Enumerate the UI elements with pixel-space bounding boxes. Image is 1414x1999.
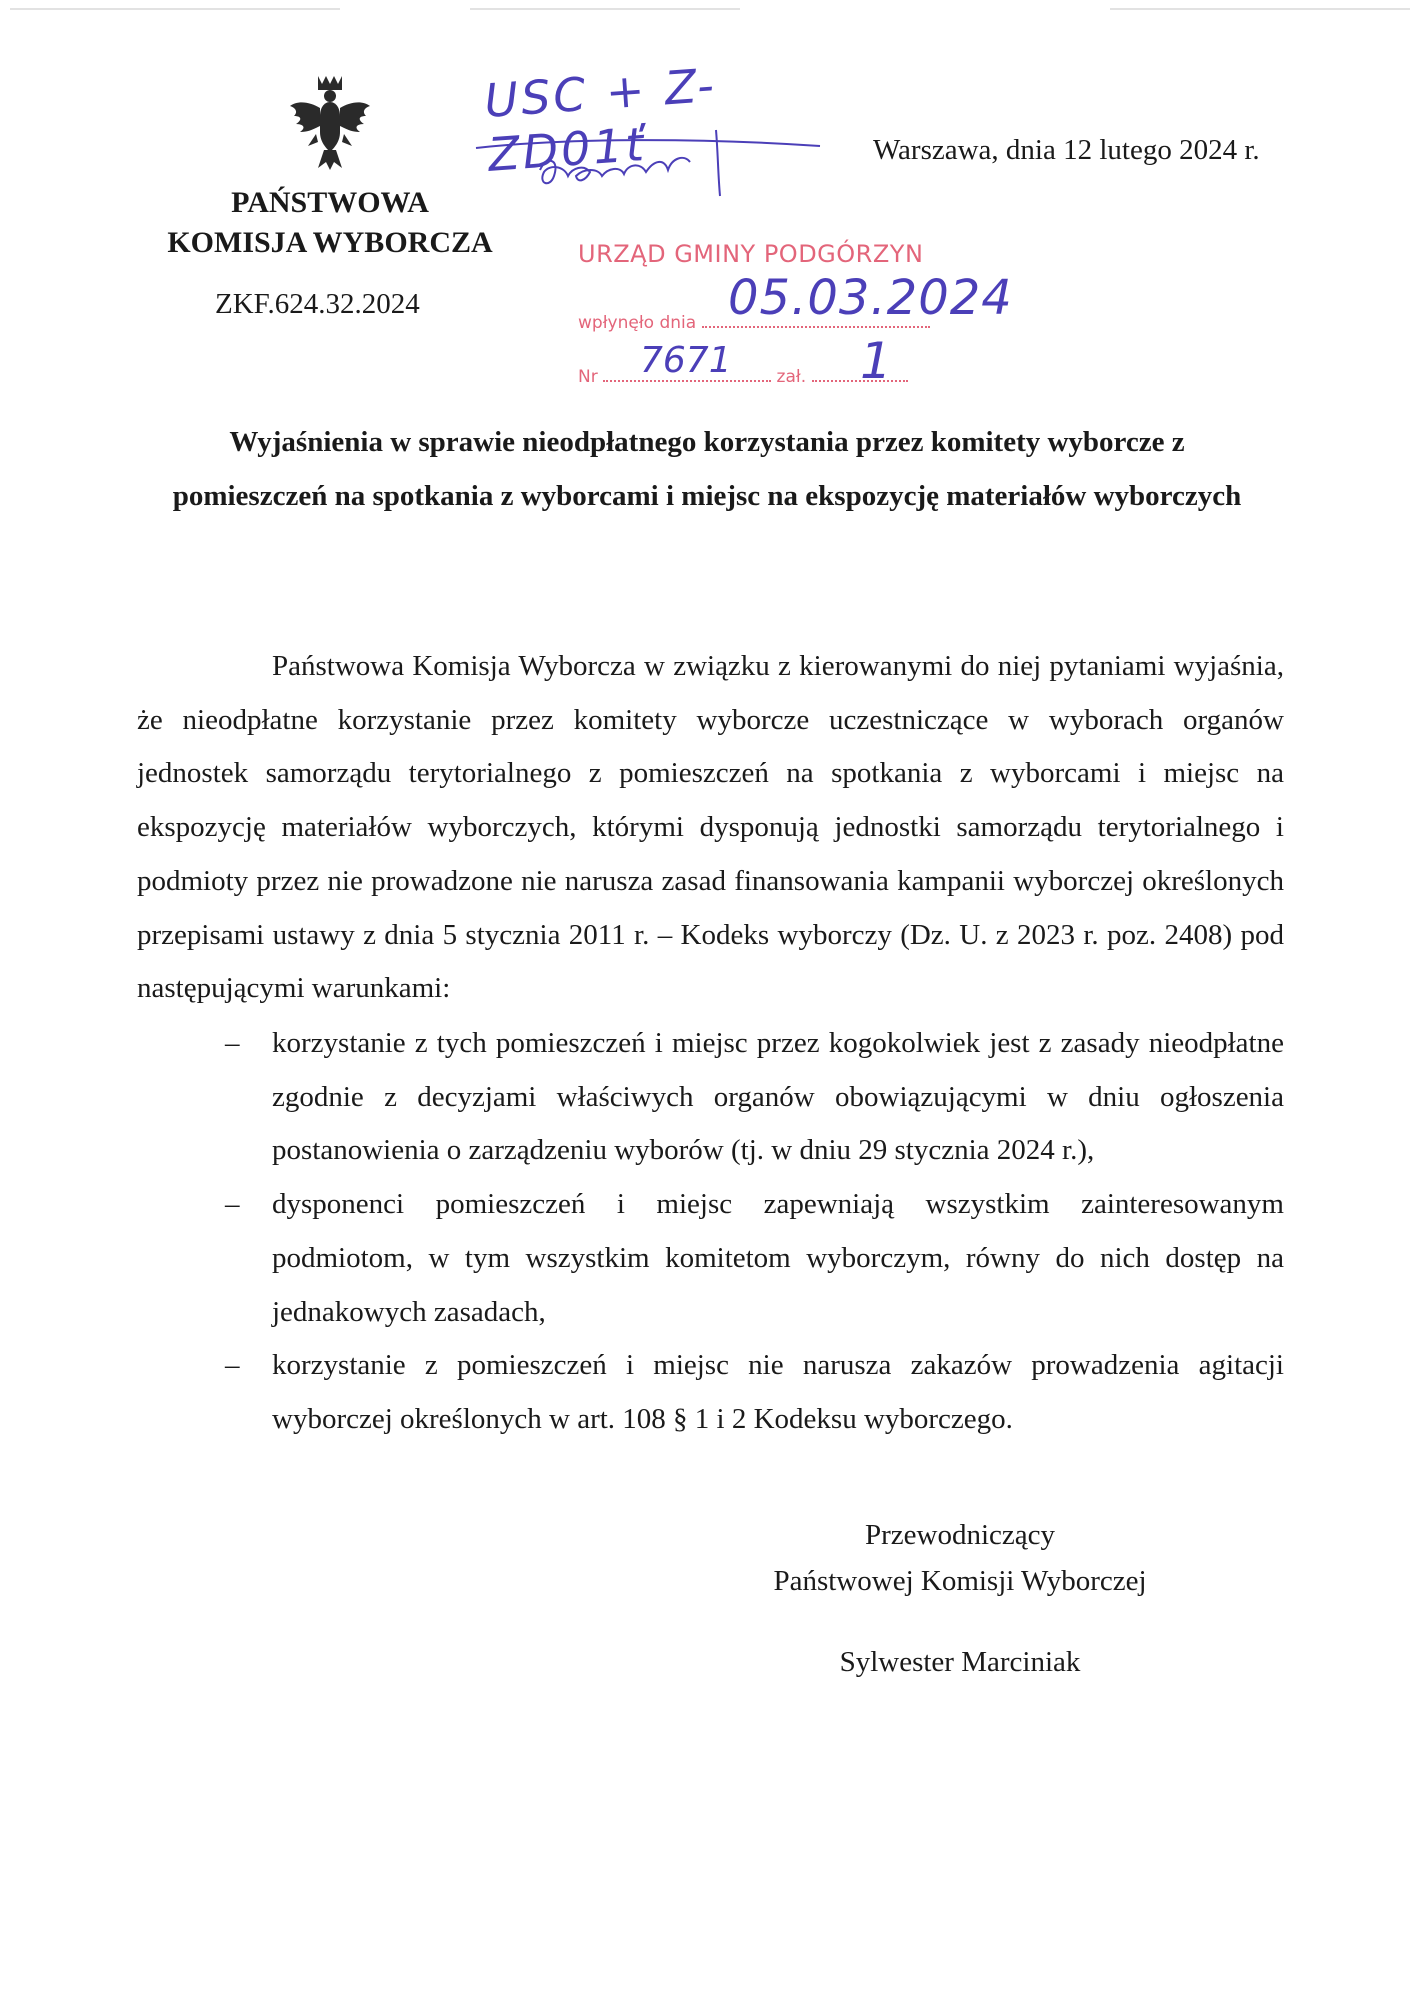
signatory-role [700,1512,1220,1604]
issuer-name-line-2: KOMISJA WYBORCZA [167,226,493,259]
document-title: Wyjaśnienia w sprawie nieodpłatnego korzystania przez komitety wyborcze z pomieszczeń na spotkania z wyborcami i miejsc na ekspozycję materiałów wyborczych [172,426,1242,512]
handwritten-signature [468,114,828,204]
conditions-list [137,1017,1284,1447]
scan-edge-line [470,8,740,10]
signatory-role-line-1: Przewodniczący [864,1519,1055,1551]
polish-eagle-emblem-icon [288,72,372,172]
stamp-number-label: Nr [578,367,598,387]
list-dash: – [225,1349,240,1382]
scan-edge-line [1110,8,1410,10]
issuer-name-line-1: PAŃSTWOWA [231,186,429,219]
handwritten-received-date: 05.03.2024 [728,270,1013,326]
condition-text: korzystanie z tych pomieszczeń i miejsc przez kogokolwiek jest z zasady nieodpłatne zgodnie z decyzjami właściwych organów obowiązującymi w dniu ogłoszenia postanowienia o zarządzeniu wyborów (tj. w dniu 29 stycznia 2024 r.), [272,1027,1284,1167]
handwritten-routing-note [468,50,828,200]
stamp-attachments-label: zał. [776,367,807,387]
signatory-name: Sylwester Marciniak [839,1646,1081,1678]
list-item [137,1178,1284,1339]
condition-text: korzystanie z pomieszczeń i miejsc nie narusza zakazów prowadzenia agitacji wyborczej określonych w art. 108 § 1 i 2 Kodeksu wyborczego. [272,1349,1284,1435]
scan-edge-line [10,8,340,10]
body-paragraph: Państwowa Komisja Wyborcza w związku z kierowanymi do niej pytaniami wyjaśnia, że nieodpłatne korzystanie przez komitety wyborcze uczestniczące w wyborach organów jednostek samorządu terytorialnego z pomieszczeń na spotkania z wyborcami i miejsc na ekspozycję materiałów wyborczych, którymi dysponują jednostki samorządu terytorialnego i podmioty przez nie prowadzone nie narusza zasad finansowania kampanii wyborczej określonych przepisami ustawy z dnia 5 stycznia 2011 r. – Kodeks wyborczy (Dz. U. z 2023 r. poz. 2408) pod następującymi warunkami: [137,650,1284,1005]
list-dash: – [225,1188,240,1221]
condition-text: dysponenci pomieszczeń i miejsc zapewniają wszystkim zainteresowanym podmiotom, w tym wszystkim komitetom wyborczym, równy do nich dostęp na jednakowych zasadach, [272,1188,1284,1328]
incoming-mail-stamp [578,240,1013,390]
signatory-role-line-2: Państwowej Komisji Wyborczej [773,1565,1147,1597]
stamp-office-name: URZĄD GMINY PODGÓRZYN [578,240,924,268]
stamp-received-label: wpłynęło dnia [578,313,697,333]
list-item [137,1017,1284,1178]
routing-note-text: USC + Z-ZD01ť [482,57,719,182]
document-body [137,640,1284,1016]
list-item [137,1339,1284,1446]
list-dash: – [225,1027,240,1059]
stamp-number-row [578,366,908,387]
handwritten-attachments-count: 1 [860,332,892,390]
place-and-date: Warszawa, dnia 12 lutego 2024 r. [873,134,1260,166]
issuer-name [140,183,520,263]
reference-number: ZKF.624.32.2024 [215,288,420,320]
handwritten-entry-number: 7671 [640,340,732,381]
